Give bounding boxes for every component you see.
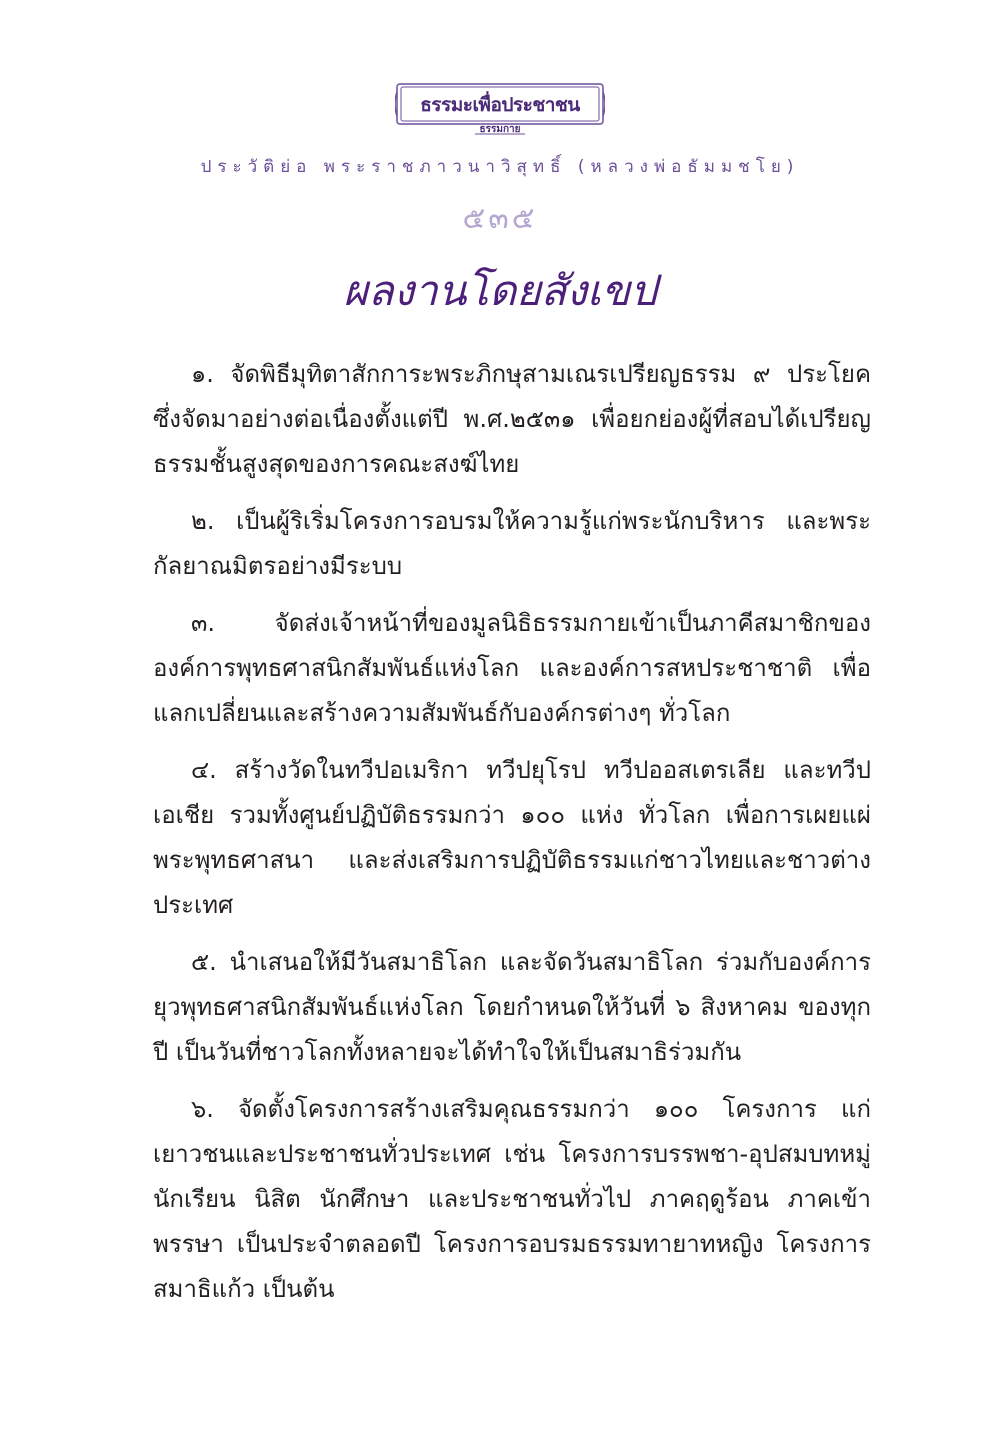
logo-text: ธรรมะเพื่อประชาชน <box>420 94 580 116</box>
achievement-paragraph-1: ๑. จัดพิธีมุทิตาสักการะพระภิกษุสามเณรเปรียญธรรม ๙ ประโยค ซึ่งจัดมาอย่างต่อเนื่องตั้งแต่ปี พ.ศ.๒๕๓๑ เพื่อยกย่องผู้ที่สอบได้เปรียญธรรมชั้นสูงสุดของการคณะสงฆ์ไทย <box>153 360 871 478</box>
logo-subtext: ธรรมกาย <box>479 124 521 135</box>
achievement-paragraph-5: ๕. นำเสนอให้มีวันสมาธิโลก และจัดวันสมาธิโลก ร่วมกับองค์การยุวพุทธศาสนิกสัมพันธ์แห่งโลก โดยกำหนดให้วันที่ ๖ สิงหาคม ของทุกปี เป็นวันที่ชาวโลกทั้งหลายจะได้ทำใจให้เป็นสมาธิร่วมกัน <box>153 948 871 1066</box>
content-body <box>153 352 871 1324</box>
achievement-paragraph-3: ๓. จัดส่งเจ้าหน้าที่ของมูลนิธิธรรมกายเข้าเป็นภาคีสมาชิกขององค์การพุทธศาสนิกสัมพันธ์แห่งโลก และองค์การสหประชาชาติ เพื่อแลกเปลี่ยนและสร้างความสัมพันธ์กับองค์กรต่างๆ ทั่วโลก <box>153 609 871 727</box>
logo <box>395 82 605 144</box>
achievement-paragraph-6: ๖. จัดตั้งโครงการสร้างเสริมคุณธรรมกว่า ๑๐๐ โครงการ แก่เยาวชนและประชาชนทั่วประเทศ เช่น โครงการบรรพชา-อุปสมบทหมู่ นักเรียน นิสิต นักศึกษา และประชาชนทั่วไป ภาคฤดูร้อน ภาคเข้าพรรษา เป็นประจำตลอดปี โครงการอบรมธรรมทายาทหญิง โครงการสมาธิแก้ว เป็นต้น <box>153 1095 871 1303</box>
achievement-paragraph-2: ๒. เป็นผู้ริเริ่มโครงการอบรมให้ความรู้แก่พระนักบริหาร และพระกัลยาณมิตรอย่างมีระบบ <box>153 507 871 580</box>
book-title: ประวัติย่อ พระราชภาวนาวิสุทธิ์ (หลวงพ่อธัมมชโย) <box>200 157 800 177</box>
achievement-paragraph-4: ๔. สร้างวัดในทวีปอเมริกา ทวีปยุโรป ทวีปออสเตรเลีย และทวีปเอเชีย รวมทั้งศูนย์ปฏิบัติธรรมกว่า ๑๐๐ แห่ง ทั่วโลก เพื่อการเผยแผ่พระพุทธศาสนา และส่งเสริมการปฏิบัติธรรมแก่ชาวไทยและชาวต่างประเทศ <box>153 756 871 919</box>
page-heading: ผลงานโดยสังเขป <box>343 266 657 315</box>
page-number: ๕๓๕ <box>462 201 538 236</box>
